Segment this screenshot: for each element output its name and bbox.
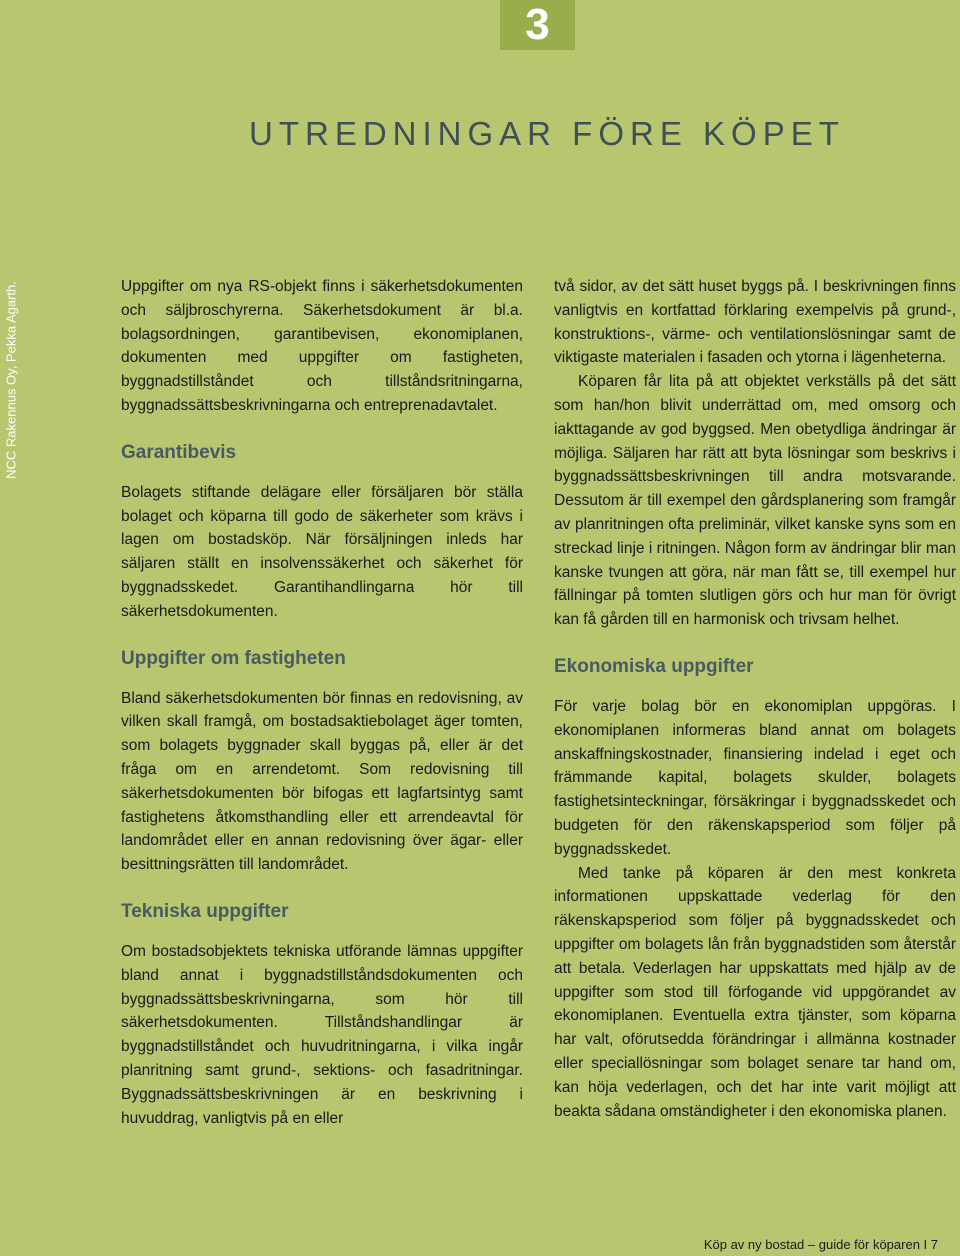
chapter-title: UTREDNINGAR FÖRE KÖPET [249, 115, 845, 152]
heading-tekniska: Tekniska uppgifter [121, 900, 289, 922]
photo-credit-text: NCC Rakennus Oy, Pekka Agarth. [3, 281, 19, 479]
chapter-number: 3 [525, 0, 550, 49]
paragraph-vederlag: Med tanke på köparen är den mest konkreta informationen uppskattade vederlag för den räkenskapsperiod som följer på byggnadsskedet och uppgifter om bolagets lån från byggnadstiden som återstår att betala. Vederlagen har uppskattats med hjälp av de uppgifter som stod till förfogande vid uppgörandet av ekonomiplanen. Eventuella extra tjänster, som köparna har valt, oförutsedda förändringar i allmänna kostnader eller speciallösningar som bolaget senare tar hand om, kan höja vederlagen, och det har inte varit möjligt att beakta sådana omständigheter i den ekonomiska planen. [554, 864, 956, 1120]
left-column [121, 275, 523, 1130]
paragraph-continuation: två sidor, av det sätt huset byggs på. I beskrivningen finns vanligtvis en kortfattad förklaring exempelvis på grund-, konstruktions-, värme- och ventilationslösningar samt de viktigaste materialen i fasaden och ytorna i lägenheterna. [554, 278, 956, 367]
heading-fastigheten: Uppgifter om fastigheten [121, 647, 346, 669]
paragraph-fastigheten: Bland säkerhetsdokumenten bör finnas en redovisning, av vilken skall framgå, om bostadsaktiebolaget äger tomten, som bolagets byggnader skall byggas på, eller är det fråga om en arrendetomt. Som redovisning till säkerhetsdokumenten bör bifogas ett lagfartsintyg samt fastighetens åtkomsthandling eller ett arrendeavtal för landområdet eller en annan redovisning över ägar- eller besittningsrätten till landområdet. [121, 689, 523, 874]
photo-credit [0, 230, 22, 530]
right-column [554, 275, 956, 1123]
page-footer: Köp av ny bostad – guide för köparen I 7 [703, 1237, 938, 1252]
paragraph-ekonomiplan: För varje bolag bör en ekonomiplan uppgöras. I ekonomiplanen informeras bland annat om bolagets anskaffningskostnader, finansiering indelad i eget och främmande kapital, bolagets skulder, bolagets fastighetsinteckningar, försäkringar i byggnadsskedet och budgeten för den räkenskapsperiod som följer på byggnadsskedet. [554, 697, 956, 858]
paragraph-garantibevis: Bolagets stiftande delägare eller försäljaren bör ställa bolaget och köparna till godo de säkerheter som krävs i lagen om bostadsköp. När försäljningen inleds har säljaren ställt en insolvenssäkerhet och säkerhet för byggnadsskedet. Garantihandlingarna hör till säkerhetsdokumenten. [121, 483, 523, 620]
intro-paragraph: Uppgifter om nya RS-objekt finns i säkerhetsdokumenten och säljbroschyrerna. Säkerhetsdokument är bl.a. bolagsordningen, garantibevisen, ekonomiplanen, dokumenten med uppgifter om fastigheten, byggnadstillståndet och tillståndsritningarna, byggnadssättsbeskrivningarna och entreprenadavtalet. [121, 278, 523, 414]
chapter-number-tab [500, 0, 575, 50]
paragraph-tekniska: Om bostadsobjektets tekniska utförande lämnas uppgifter bland annat i byggnadstillståndsdokumenten och byggnadssättsbeskrivningarna, som hör till säkerhetsdokumenten. Tillståndshandlingar är byggnadstillståndet och huvudritningarna, i vilka ingår planritning samt grund-, sektions- och fasadritningar. Byggnadssättsbeskrivningen är en beskrivning i huvuddrag, vanligtvis på en eller [121, 942, 523, 1127]
paragraph-kopare: Köparen får lita på att objektet verkställs på det sätt som han/hon blivit underrättad om, med omsorg och iakttagande av god byggsed. Men obetydliga ändringar är möjliga. Säljaren har rätt att byta lösningar som beskrivs i byggnadssättsbeskrivningen till andra motsvarande. Dessutom är till exempel den gårdsplanering som framgår av planritningen ofta preliminär, vilket kanske syns som en streckad linje i ritningen. Någon form av ändringar blir man kanske tvungen att göra, när man fått se, till exempel hur fällningar på tomten slutligen görs och hur man för övrigt kan få gården till en harmonisk och trivsam helhet. [554, 373, 956, 629]
heading-garantibevis: Garantibevis [121, 441, 237, 463]
heading-ekonomiska: Ekonomiska uppgifter [554, 655, 754, 677]
